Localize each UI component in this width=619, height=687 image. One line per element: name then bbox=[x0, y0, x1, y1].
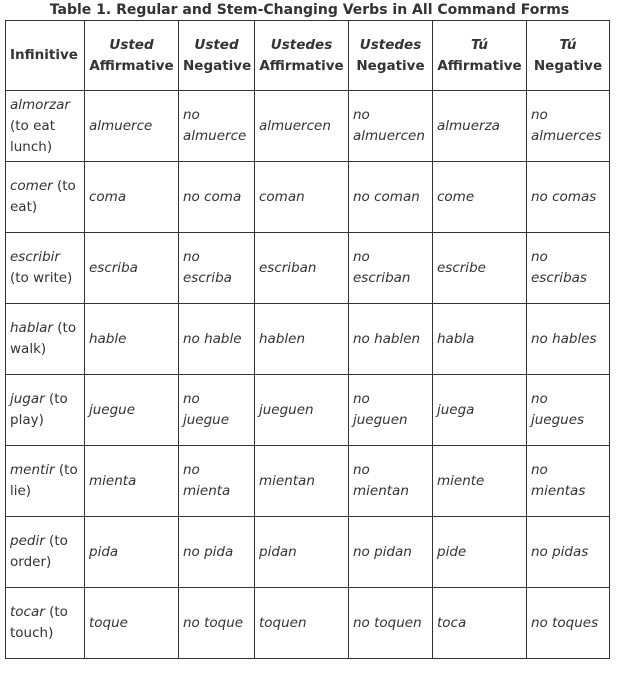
infinitive-gloss: (to play) bbox=[10, 391, 68, 428]
infinitive-cell bbox=[6, 517, 85, 588]
form-cell-ustedes-affirmative: toquen bbox=[255, 588, 349, 659]
form-cell-usted-negative: no hable bbox=[179, 304, 255, 375]
infinitive-cell bbox=[6, 446, 85, 517]
form-cell-ustedes-negative: no pidan bbox=[349, 517, 433, 588]
form-cell-usted-negative: no toque bbox=[179, 588, 255, 659]
form-cell-tu-affirmative: miente bbox=[433, 446, 527, 517]
command-forms-table bbox=[5, 20, 610, 659]
infinitive-gloss: (to write) bbox=[10, 270, 73, 286]
form-cell-usted-affirmative: mienta bbox=[85, 446, 179, 517]
infinitive-gloss: (to walk) bbox=[10, 320, 77, 357]
form-cell-usted-negative: no mienta bbox=[179, 446, 255, 517]
table-row bbox=[6, 375, 610, 446]
table-row bbox=[6, 91, 610, 162]
table-row bbox=[6, 304, 610, 375]
form-cell-ustedes-affirmative: escriban bbox=[255, 233, 349, 304]
header-usted-affirmative: Usted Affirmative bbox=[85, 21, 179, 91]
table-row bbox=[6, 162, 610, 233]
infinitive-verb: hablar bbox=[10, 320, 53, 336]
header-usted-negative: Usted Negative bbox=[179, 21, 255, 91]
table-body bbox=[6, 91, 610, 659]
form-cell-ustedes-negative: no mientan bbox=[349, 446, 433, 517]
infinitive-cell bbox=[6, 91, 85, 162]
table-row bbox=[6, 446, 610, 517]
form-cell-ustedes-negative: no almuercen bbox=[349, 91, 433, 162]
infinitive-verb: pedir bbox=[10, 533, 45, 549]
infinitive-gloss: (to lie) bbox=[10, 462, 78, 499]
form-cell-ustedes-affirmative: mientan bbox=[255, 446, 349, 517]
infinitive-verb: mentir bbox=[10, 462, 55, 478]
form-cell-tu-affirmative: habla bbox=[433, 304, 527, 375]
form-cell-usted-negative: no pida bbox=[179, 517, 255, 588]
form-cell-tu-affirmative: almuerza bbox=[433, 91, 527, 162]
form-cell-tu-affirmative: toca bbox=[433, 588, 527, 659]
form-cell-tu-affirmative: come bbox=[433, 162, 527, 233]
header-tu-negative: Tú Negative bbox=[527, 21, 610, 91]
form-cell-usted-negative: no almuerce bbox=[179, 91, 255, 162]
form-cell-ustedes-negative: no escriban bbox=[349, 233, 433, 304]
header-row bbox=[6, 21, 610, 91]
form-cell-usted-affirmative: escriba bbox=[85, 233, 179, 304]
form-cell-usted-affirmative: juegue bbox=[85, 375, 179, 446]
infinitive-gloss: (to eat lunch) bbox=[10, 117, 55, 155]
header-ustedes-negative: Ustedes Negative bbox=[349, 21, 433, 91]
form-cell-tu-negative: no hables bbox=[527, 304, 610, 375]
header-infinitive: Infinitive bbox=[6, 21, 85, 91]
form-cell-usted-affirmative: almuerce bbox=[85, 91, 179, 162]
form-cell-usted-negative: no escriba bbox=[179, 233, 255, 304]
infinitive-cell bbox=[6, 233, 85, 304]
header-tu-affirmative: Tú Affirmative bbox=[433, 21, 527, 91]
form-cell-tu-negative: no toques bbox=[527, 588, 610, 659]
form-cell-tu-affirmative: juega bbox=[433, 375, 527, 446]
form-cell-usted-negative: no juegue bbox=[179, 375, 255, 446]
form-cell-tu-negative: no juegues bbox=[527, 375, 610, 446]
infinitive-gloss: (to order) bbox=[10, 533, 68, 570]
form-cell-ustedes-negative: no coman bbox=[349, 162, 433, 233]
form-cell-ustedes-affirmative: almuercen bbox=[255, 91, 349, 162]
infinitive-cell bbox=[6, 162, 85, 233]
infinitive-gloss: (to eat) bbox=[10, 178, 76, 215]
form-cell-tu-negative: no almuerces bbox=[527, 91, 610, 162]
form-cell-tu-negative: no comas bbox=[527, 162, 610, 233]
form-cell-tu-negative: no pidas bbox=[527, 517, 610, 588]
infinitive-verb: tocar bbox=[10, 604, 45, 620]
form-cell-usted-affirmative: hable bbox=[85, 304, 179, 375]
infinitive-cell bbox=[6, 375, 85, 446]
header-ustedes-affirmative: Ustedes Affirmative bbox=[255, 21, 349, 91]
infinitive-verb: comer bbox=[10, 178, 53, 194]
form-cell-ustedes-affirmative: coman bbox=[255, 162, 349, 233]
infinitive-cell bbox=[6, 588, 85, 659]
table-row bbox=[6, 233, 610, 304]
form-cell-usted-affirmative: toque bbox=[85, 588, 179, 659]
form-cell-ustedes-affirmative: hablen bbox=[255, 304, 349, 375]
form-cell-usted-affirmative: pida bbox=[85, 517, 179, 588]
infinitive-cell bbox=[6, 304, 85, 375]
form-cell-ustedes-negative: no toquen bbox=[349, 588, 433, 659]
form-cell-tu-negative: no mientas bbox=[527, 446, 610, 517]
table-row bbox=[6, 588, 610, 659]
infinitive-verb: almorzar bbox=[10, 96, 70, 113]
form-cell-ustedes-negative: no jueguen bbox=[349, 375, 433, 446]
form-cell-ustedes-affirmative: jueguen bbox=[255, 375, 349, 446]
form-cell-tu-affirmative: escribe bbox=[433, 233, 527, 304]
table-caption: Table 1. Regular and Stem-Changing Verbs in All Command Forms bbox=[49, 2, 570, 18]
form-cell-tu-affirmative: pide bbox=[433, 517, 527, 588]
infinitive-gloss: (to touch) bbox=[10, 604, 68, 641]
form-cell-tu-negative: no escribas bbox=[527, 233, 610, 304]
form-cell-ustedes-affirmative: pidan bbox=[255, 517, 349, 588]
form-cell-ustedes-negative: no hablen bbox=[349, 304, 433, 375]
infinitive-verb: escribir bbox=[10, 249, 60, 265]
table-row bbox=[6, 517, 610, 588]
infinitive-verb: jugar bbox=[10, 391, 45, 407]
form-cell-usted-negative: no coma bbox=[179, 162, 255, 233]
form-cell-usted-affirmative: coma bbox=[85, 162, 179, 233]
